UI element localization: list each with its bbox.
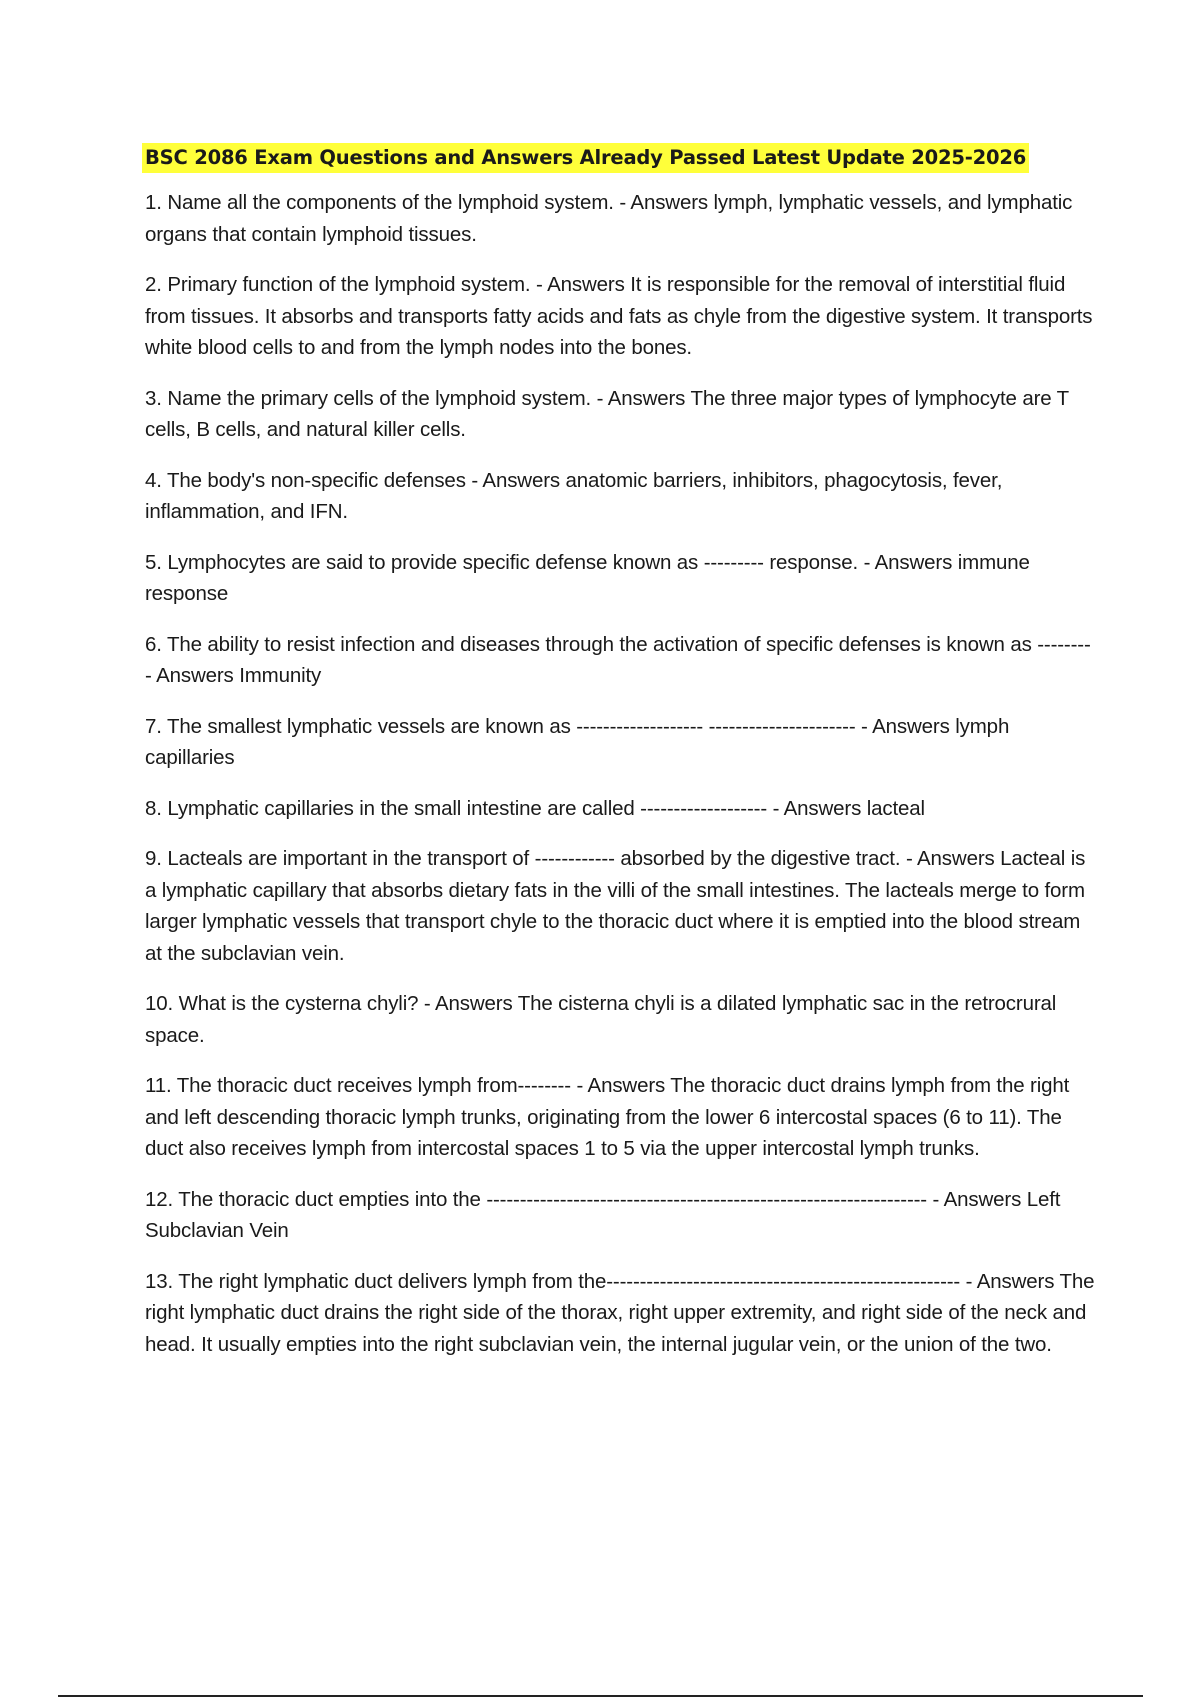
qa-item-8: 8. Lymphatic capillaries in the small intestine are called ------------------- - Answers lacteal — [145, 796, 925, 820]
page-bottom-rule — [58, 1695, 1143, 1697]
qa-item-2: 2. Primary function of the lymphoid system. - Answers It is responsible for the removal of interstitial fluid from tissues. It absorbs and transports fatty acids and fats as chyle from the digestive system. It transports white blood cells to and from the lymph nodes into the bones. — [145, 273, 1093, 359]
document-title: BSC 2086 Exam Questions and Answers Already Passed Latest Update 2025-2026 — [142, 143, 1029, 173]
qa-item-7: 7. The smallest lymphatic vessels are known as ------------------- ---------------------- - Answers lymph capillaries — [145, 714, 1010, 769]
qa-item-13: 13. The right lymphatic duct delivers lymph from the----------------------------------------------------- - Answers The right lymphatic duct drains the right side of the thorax, right upper extremity, and right side of the neck and head. It usually empties into the right subclavian vein, the internal jugular vein, or the union of the two. — [145, 1269, 1095, 1356]
qa-list — [145, 187, 1095, 1360]
qa-item-6: 6. The ability to resist infection and diseases through the activation of specific defenses is known as -------- - Answers Immunity — [145, 632, 1091, 687]
document-body — [145, 143, 1095, 1379]
qa-item-5: 5. Lymphocytes are said to provide specific defense known as --------- response. - Answers immune response — [145, 550, 1030, 605]
qa-item-1: 1. Name all the components of the lymphoid system. - Answers lymph, lymphatic vessels, and lymphatic organs that contain lymphoid tissues. — [145, 191, 1073, 246]
qa-item-11: 11. The thoracic duct receives lymph from-------- - Answers The thoracic duct drains lymph from the right and left descending thoracic lymph trunks, originating from the lower 6 intercostal spaces (6 to 11). The duct also receives lymph from intercostal spaces 1 to 5 via the upper intercostal lymph trunks. — [145, 1074, 1070, 1160]
qa-item-12: 12. The thoracic duct empties into the ------------------------------------------------------------------ - Answers Left Subclavian Vein — [145, 1187, 1061, 1242]
qa-item-9: 9. Lacteals are important in the transport of ------------ absorbed by the digestive tract. - Answers Lacteal is a lymphatic capillary that absorbs dietary fats in the villi of the small intestines. The lacteals merge to form larger lymphatic vessels that transport chyle to the thoracic duct where it is emptied into the blood stream at the subclavian vein. — [145, 847, 1086, 965]
qa-item-4: 4. The body's non-specific defenses - Answers anatomic barriers, inhibitors, phagocytosis, fever, inflammation, and IFN. — [145, 468, 1003, 523]
qa-item-10: 10. What is the cysterna chyli? - Answers The cisterna chyli is a dilated lymphatic sac in the retrocrural space. — [145, 992, 1057, 1047]
qa-item-3: 3. Name the primary cells of the lymphoid system. - Answers The three major types of lymphocyte are T cells, B cells, and natural killer cells. — [145, 386, 1069, 441]
